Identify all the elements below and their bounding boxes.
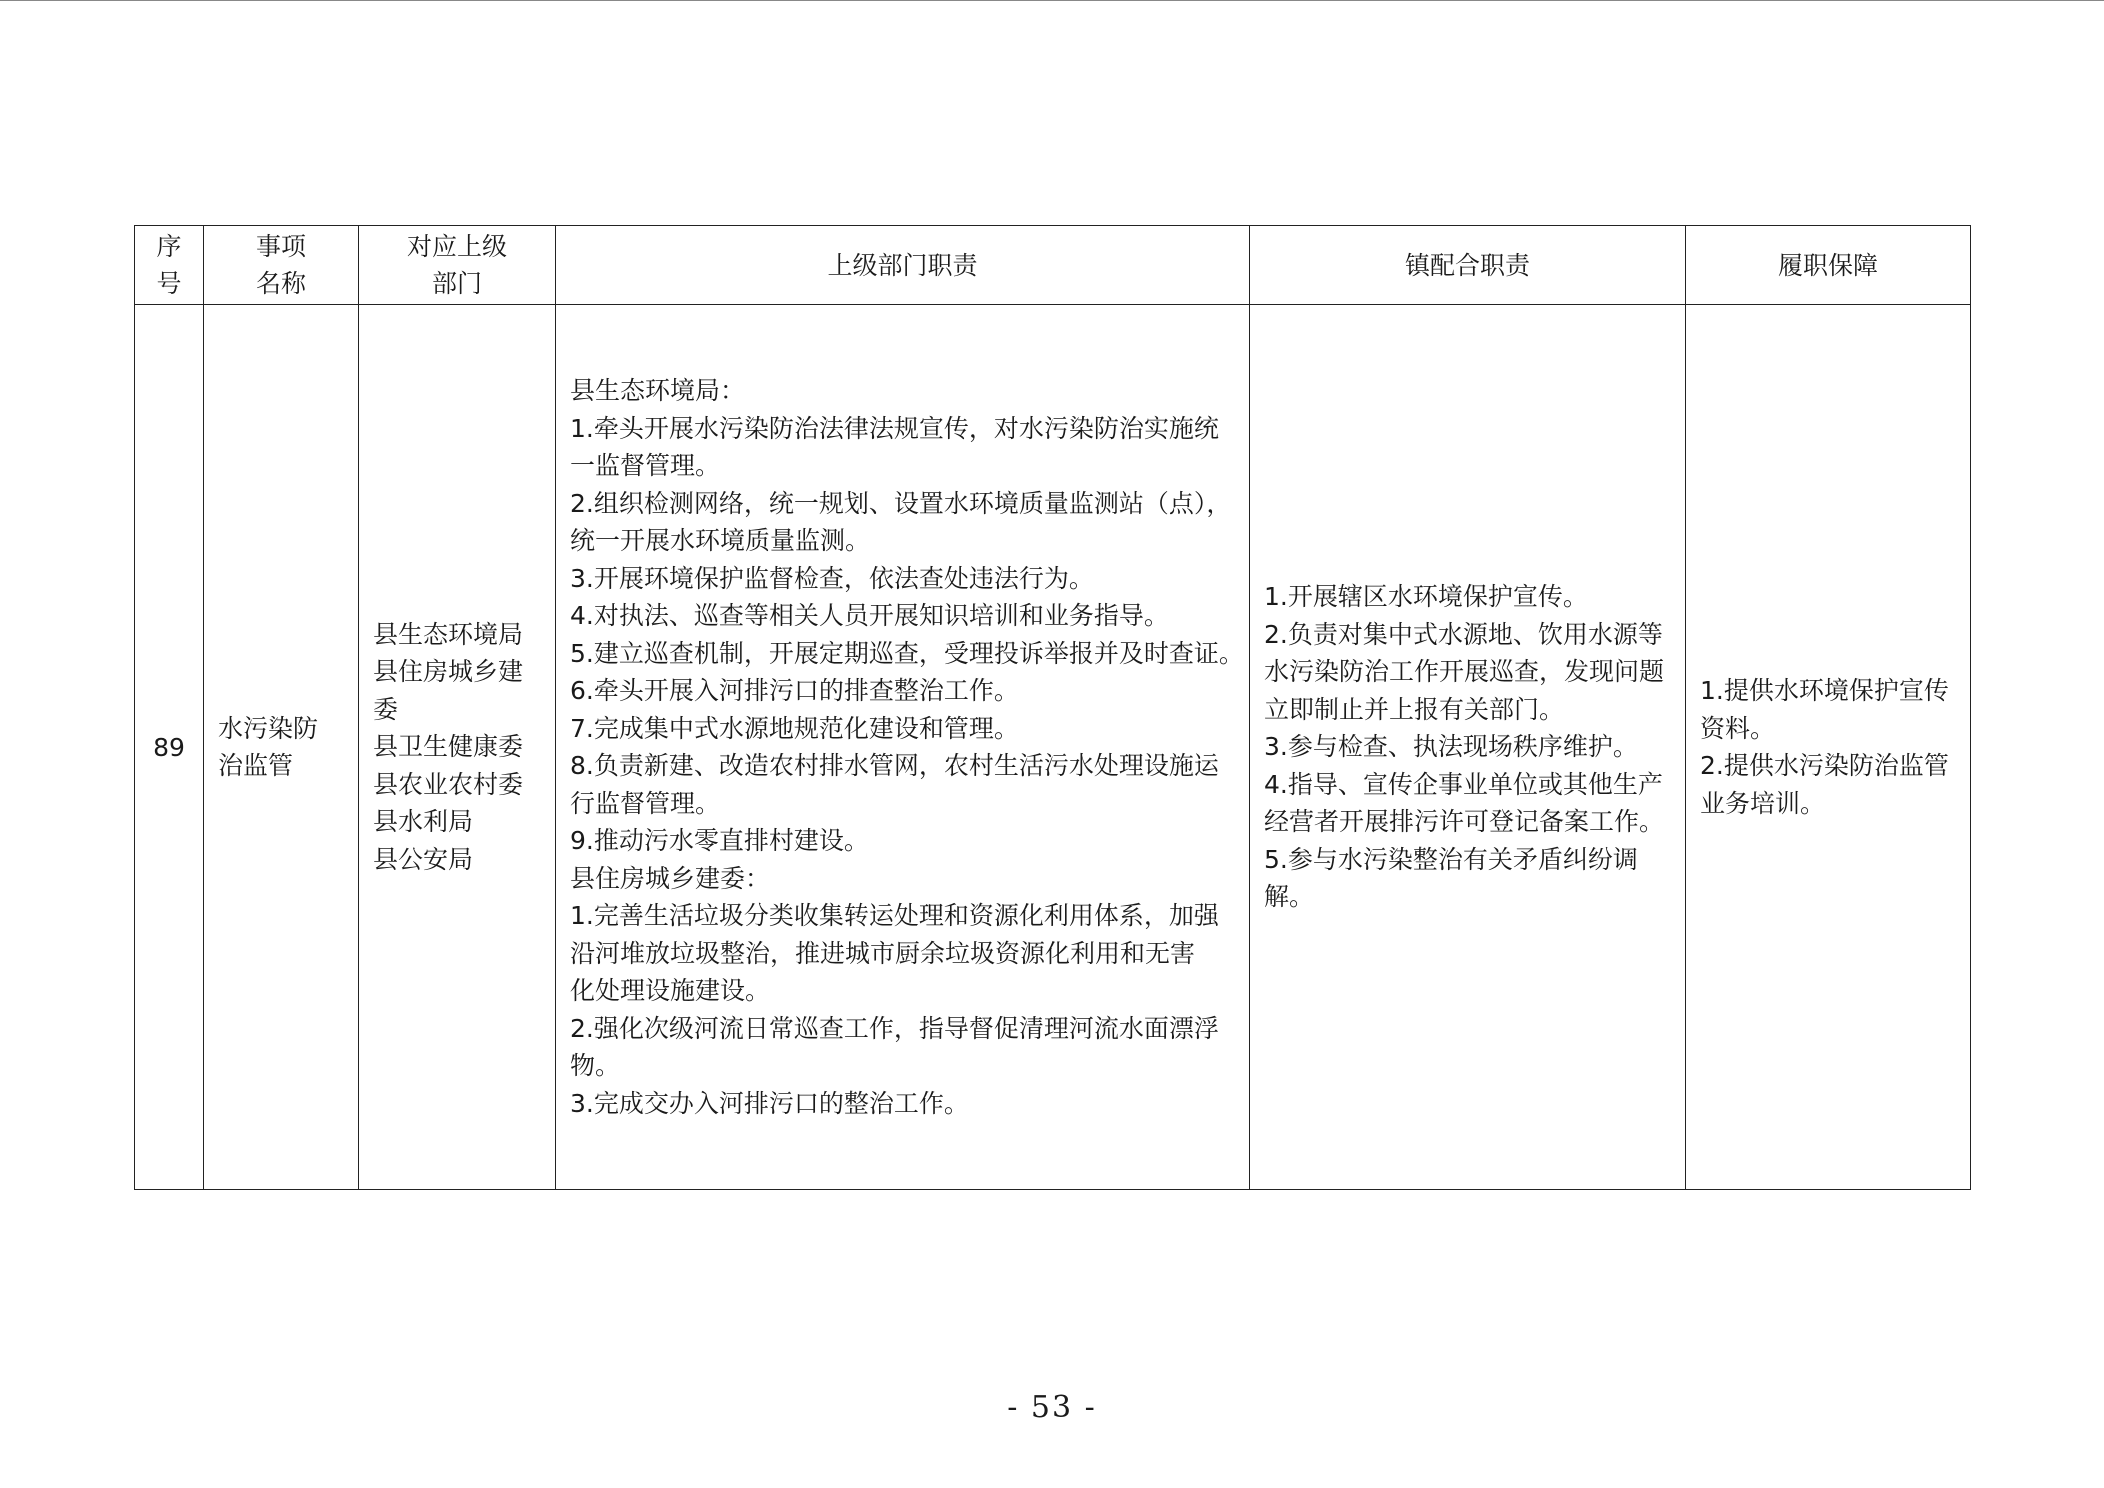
header-item-line: 名称 — [255, 269, 306, 298]
header-upper-department — [359, 226, 556, 305]
upper-duty-line: 行监督管理。 — [570, 788, 721, 818]
page-number: - 53 - — [1007, 1390, 1097, 1425]
dept-line: 县水利局 — [373, 807, 474, 837]
town-duty-line: 1.开展辖区水环境保护宣传。 — [1264, 582, 1588, 612]
upper-duty-line: 7.完成集中式水源地规范化建设和管理。 — [570, 713, 1019, 743]
table-row — [135, 305, 1971, 1190]
row-seq: 89 — [135, 305, 204, 1190]
upper-duty-line: 一监督管理。 — [570, 451, 721, 480]
item-line: 治监管 — [218, 751, 294, 780]
upper-duty-line: 1.完善生活垃圾分类收集转运处理和资源化利用体系，加强 — [570, 901, 1219, 930]
item-line: 水污染防 — [218, 713, 319, 743]
town-duty-line: 水污染防治工作开展巡查，发现问题 — [1264, 657, 1665, 687]
table-header-row — [135, 226, 1971, 305]
header-town-duties: 镇配合职责 — [1250, 226, 1686, 305]
upper-duty-line: 2.组织检测网络，统一规划、设置水环境质量监测站（点）， — [570, 488, 1232, 518]
duty-table — [134, 225, 1971, 1190]
header-dept-line: 部门 — [431, 269, 482, 298]
dept-line: 县住房城乡建 — [373, 657, 524, 687]
upper-duty-line: 县住房城乡建委： — [570, 863, 771, 893]
guarantee-line: 资料。 — [1700, 713, 1776, 743]
upper-duty-line: 县生态环境局： — [570, 376, 746, 405]
row-guarantee — [1686, 305, 1971, 1190]
guarantee-line: 业务培训。 — [1700, 788, 1826, 818]
row-item-name — [204, 305, 359, 1190]
upper-duty-line: 9.推动污水零直排村建设。 — [570, 826, 869, 855]
upper-duty-line: 3.开展环境保护监督检查，依法查处违法行为。 — [570, 563, 1094, 593]
town-duty-line: 5.参与水污染整治有关矛盾纠纷调 — [1264, 844, 1638, 874]
dept-line: 县公安局 — [373, 844, 474, 874]
town-duty-line: 解。 — [1264, 882, 1315, 912]
header-seq — [135, 226, 204, 305]
town-duty-line: 立即制止并上报有关部门。 — [1264, 694, 1565, 724]
guarantee-line: 1.提供水环境保护宣传 — [1700, 676, 1949, 705]
town-duty-line: 4.指导、宣传企事业单位或其他生产 — [1264, 769, 1663, 799]
town-duty-line: 2.负责对集中式水源地、饮用水源等 — [1264, 619, 1663, 649]
upper-duty-line: 4.对执法、巡查等相关人员开展知识培训和业务指导。 — [570, 601, 1169, 630]
page-top-rule — [0, 0, 2104, 1]
upper-duty-line: 2.强化次级河流日常巡查工作，指导督促清理河流水面漂浮 — [570, 1013, 1219, 1043]
header-item-line: 事项 — [255, 232, 306, 261]
upper-duty-line: 物。 — [570, 1051, 621, 1080]
header-upper-duties: 上级部门职责 — [556, 226, 1250, 305]
town-duty-line: 3.参与检查、执法现场秩序维护。 — [1264, 732, 1638, 762]
town-duty-line: 经营者开展排污许可登记备案工作。 — [1264, 807, 1665, 837]
row-upper-duties — [556, 305, 1250, 1190]
row-departments — [359, 305, 556, 1190]
dept-line: 县卫生健康委 — [373, 732, 524, 762]
upper-duty-line: 沿河堆放垃圾整治，推进城市厨余垃圾资源化利用和无害 — [570, 938, 1196, 968]
upper-duty-line: 3.完成交办入河排污口的整治工作。 — [570, 1088, 969, 1118]
upper-duty-line: 统一开展水环境质量监测。 — [570, 526, 871, 555]
dept-line: 县农业农村委 — [373, 769, 524, 799]
header-guarantee: 履职保障 — [1686, 226, 1971, 305]
upper-duty-line: 化处理设施建设。 — [570, 976, 771, 1005]
guarantee-line: 2.提供水污染防治监管 — [1700, 751, 1949, 780]
header-dept-line: 对应上级 — [406, 232, 507, 261]
dept-line: 县生态环境局 — [373, 619, 524, 649]
upper-duty-line: 1.牵头开展水污染防治法律法规宣传，对水污染防治实施统 — [570, 413, 1219, 443]
header-item-name — [204, 226, 359, 305]
header-seq-line: 号 — [156, 269, 182, 298]
row-town-duties — [1250, 305, 1686, 1190]
dept-line: 委 — [373, 694, 399, 724]
upper-duty-line: 8.负责新建、改造农村排水管网，农村生活污水处理设施运 — [570, 751, 1219, 780]
upper-duty-line: 5.建立巡查机制，开展定期巡查，受理投诉举报并及时查证。 — [570, 638, 1244, 668]
upper-duty-line: 6.牵头开展入河排污口的排查整治工作。 — [570, 676, 1019, 705]
header-seq-line: 序 — [156, 232, 182, 261]
